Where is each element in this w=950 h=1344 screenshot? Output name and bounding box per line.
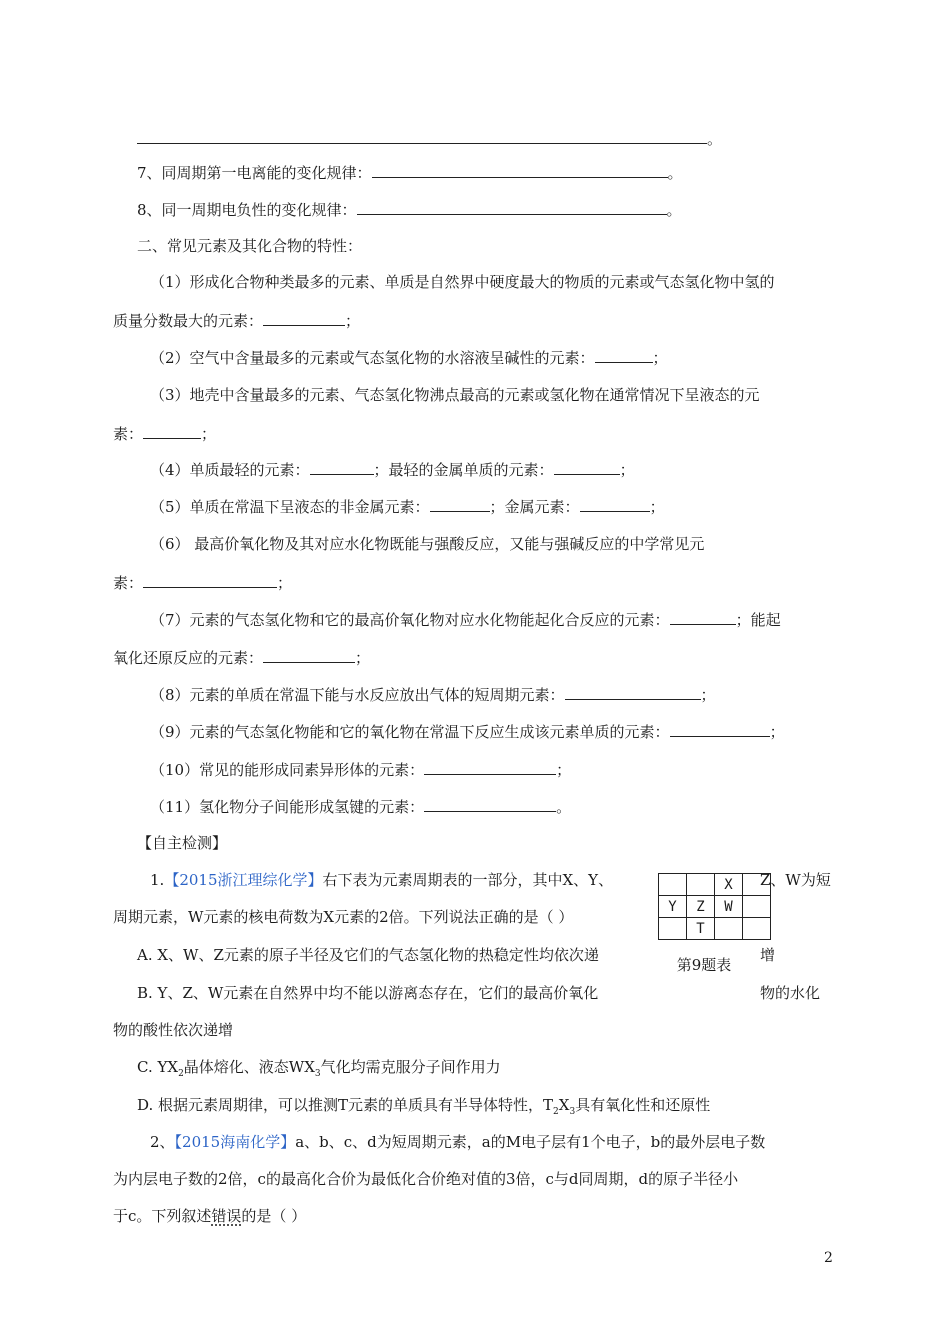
answer-blank[interactable] (263, 647, 355, 663)
item-10: （10）常见的能形成同素异形体的元素： ； (150, 761, 572, 779)
table-cell (743, 918, 771, 940)
item-6-line-a: （6） 最高价氧化物及其对应水化物既能与强酸反应，又能与强碱反应的中学常见元 (150, 535, 705, 553)
option-c: C. $YX_2$晶体熔化、液态$WX_3$气化均需克服分子间作用力 (137, 1058, 501, 1079)
table-cell: Z (687, 896, 715, 918)
table-cell (715, 918, 743, 940)
answer-blank[interactable] (670, 721, 770, 737)
question-2-line-c: 于c。下列叙述错误的是（ ） (113, 1207, 307, 1225)
table-cell: T (687, 918, 715, 940)
question-1-line-a: 1.【2015浙江理综化学】右下表为元素周期表的一部分，其中X、Y、 (150, 871, 614, 889)
answer-blank[interactable] (143, 572, 277, 588)
answer-blank[interactable] (580, 496, 650, 512)
page-number: 2 (824, 1250, 833, 1266)
question-2-source: 【2015海南化学】 (174, 1133, 296, 1151)
emphasis-text: 错误 (211, 1207, 242, 1225)
answer-line-continuation: 。 (137, 128, 722, 149)
answer-blank[interactable] (310, 459, 374, 475)
answer-blank[interactable] (670, 609, 736, 625)
answer-blank[interactable] (424, 759, 556, 775)
question-1-line-b: 周期元素，W元素的核电荷数为X元素的2倍。下列说法正确的是（ ） (113, 908, 574, 926)
option-b-end: 物的水化 (760, 984, 821, 1002)
self-check-title: 【自主检测】 (137, 834, 228, 852)
answer-blank[interactable] (263, 310, 345, 326)
periodic-table-fragment (658, 873, 771, 940)
question-2-line-a: 2、【2015海南化学】a、b、c、d为短周期元素，a的M电子层有1个电子，b的最外层电子数 (150, 1133, 766, 1151)
table-cell (743, 896, 771, 918)
table-cell (687, 874, 715, 896)
item-3-line-a: （3）地壳中含量最多的元素、气态氢化物沸点最高的元素或氢化物在通常情况下呈液态的元 (150, 386, 760, 404)
item-6-line-b: 素： ； (113, 574, 293, 592)
table-cell: W (715, 896, 743, 918)
table-cell: X (715, 874, 743, 896)
answer-blank[interactable] (357, 199, 667, 215)
item-5: （5）单质在常温下呈液态的非金属元素： ；金属元素： ； (150, 498, 665, 516)
question-1-line-a-right: Z、W为短 (760, 871, 831, 889)
question-8-label: 8、同一周期电负性的变化规律： (137, 201, 357, 219)
question-7-label: 7、同周期第一电离能的变化规律： (137, 164, 372, 182)
item-1-line-a: （1）形成化合物种类最多的元素、单质是自然界中硬度最大的物质的元素或气态氢化物中氢的 (150, 273, 775, 291)
question-2-line-b: 为内层电子数的2倍，c的最高化合价为最低化合价绝对值的3倍，c与d同周期，d的原子半径小 (113, 1170, 739, 1188)
option-d: D. 根据元素周期律，可以推测T元素的单质具有半导体特性，$T_2X_3$具有氧化性和还原性 (137, 1096, 711, 1117)
option-b: B. Y、Z、W元素在自然界中均不能以游离态存在，它们的最高价氧化 (137, 984, 599, 1002)
question-1-source: 【2015浙江理综化学】 (164, 871, 323, 889)
table-caption: 第9题表 (676, 956, 732, 974)
option-a-end: 增 (760, 946, 776, 964)
answer-blank[interactable] (143, 423, 201, 439)
item-7-line-a: （7）元素的气态氢化物和它的最高价氧化物对应水化物能起化合反应的元素： ；能起 (150, 611, 781, 629)
question-8: 8、同一周期电负性的变化规律： 。 (137, 201, 682, 219)
item-2: （2）空气中含量最多的元素或气态氢化物的水溶液呈碱性的元素： ； (150, 349, 668, 367)
item-11: （11）氢化物分子间能形成氢键的元素： 。 (150, 798, 572, 816)
question-7: 7、同周期第一电离能的变化规律： 。 (137, 164, 683, 182)
table-cell (659, 874, 687, 896)
item-8: （8）元素的单质在常温下能与水反应放出气体的短周期元素： ； (150, 686, 716, 704)
item-3-line-b: 素： ； (113, 425, 217, 443)
table-cell: Y (659, 896, 687, 918)
table-cell (659, 918, 687, 940)
answer-blank[interactable] (565, 684, 701, 700)
section-2-title: 二、常见元素及其化合物的特性： (137, 237, 363, 255)
option-b-continuation: 物的酸性依次递增 (113, 1021, 234, 1039)
answer-blank[interactable] (595, 347, 653, 363)
item-1-line-b: 质量分数最大的元素： ； (113, 312, 361, 330)
answer-blank[interactable] (424, 796, 556, 812)
answer-blank[interactable] (430, 496, 490, 512)
table-cell (743, 874, 771, 896)
item-7-line-b: 氧化还原反应的元素： ； (113, 649, 371, 667)
answer-blank[interactable] (372, 162, 668, 178)
item-9: （9）元素的气态氢化物能和它的氧化物在常温下反应生成该元素单质的元素： ； (150, 723, 785, 741)
item-4: （4）单质最轻的元素： ；最轻的金属单质的元素： ； (150, 461, 635, 479)
answer-blank[interactable] (554, 459, 620, 475)
option-a: A. X、W、Z元素的原子半径及它们的气态氢化物的热稳定性均依次递 (137, 946, 599, 964)
answer-blank[interactable] (137, 128, 707, 144)
